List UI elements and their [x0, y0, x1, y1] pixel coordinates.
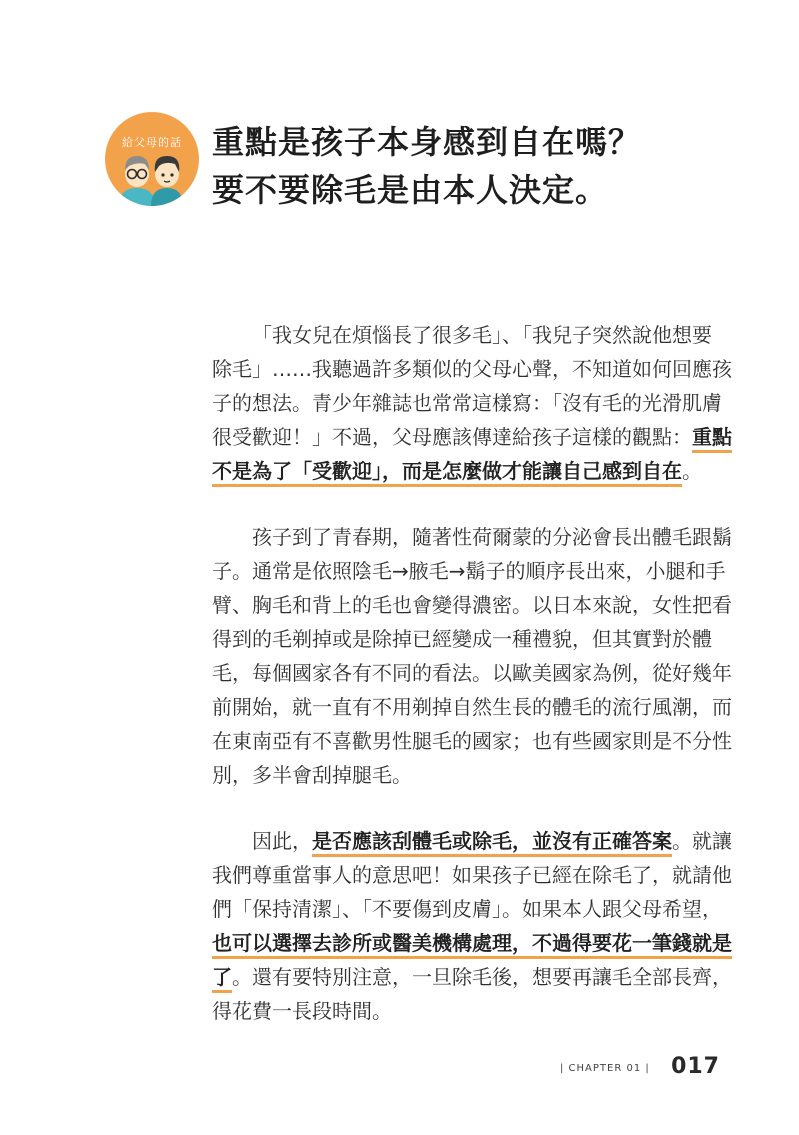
highlighted-text: 了: [212, 965, 232, 993]
text-line: [212, 994, 732, 1028]
text-line: [212, 588, 732, 622]
body-text: 毛，每個國家各有不同的看法。以歐美國家為例，從好幾年: [212, 661, 732, 685]
body-text: 我們尊重當事人的意思吧！如果孩子已經在除毛了，就請他: [212, 863, 732, 887]
text-line: [212, 892, 732, 926]
text-line: [212, 318, 732, 352]
body-text: 很受歡迎！」不過，父母應該傳達給孩子這樣的觀點：: [212, 425, 692, 449]
body-text: 在東南亞有不喜歡男性腿毛的國家；也有些國家則是不分性: [212, 729, 732, 753]
body-text: 「我女兒在煩惱長了很多毛」、「我兒子突然說他想要: [252, 323, 712, 347]
text-line: [212, 454, 732, 488]
text-line: [212, 520, 732, 554]
text-line: [212, 960, 732, 994]
highlighted-text: 也可以選擇去診所或醫美機構處理，不過得要花一筆錢就是: [212, 931, 732, 959]
badge-label: 給父母的話: [122, 136, 182, 149]
body-text: 們「保持清潔」、「不要傷到皮膚」。如果本人跟父母希望，: [212, 897, 722, 921]
highlighted-text: 重點: [692, 425, 732, 453]
page-title: [212, 118, 772, 214]
text-line: [212, 690, 732, 724]
text-line: [212, 622, 732, 656]
text-line: [212, 926, 732, 960]
text-line: [212, 724, 732, 758]
article-body: [212, 318, 732, 1028]
paragraph: [212, 520, 732, 792]
page-footer: [560, 1054, 720, 1084]
body-text: 得花費一長段時間。: [212, 999, 392, 1023]
text-line: [212, 758, 732, 792]
parents-illustration-icon: [105, 112, 199, 206]
page-number: 017: [671, 1054, 720, 1079]
text-line: [212, 656, 732, 690]
paragraph: [212, 824, 732, 1028]
title-line-2: 要不要除毛是由本人決定。: [212, 171, 609, 209]
body-text: 孩子到了青春期，隨著性荷爾蒙的分泌會長出體毛跟鬍: [252, 525, 732, 549]
body-text: 除毛」……我聽過許多類似的父母心聲，不知道如何回應孩: [212, 357, 732, 381]
body-text: 。就讓: [672, 829, 732, 853]
body-text: 子。通常是依照陰毛→腋毛→鬍子的順序長出來，小腿和手: [212, 559, 726, 583]
paragraph-gap: [212, 792, 732, 824]
text-line: [212, 386, 732, 420]
chapter-label: | CHAPTER 01 |: [560, 1063, 650, 1074]
text-line: [212, 352, 732, 386]
body-text: 因此，: [252, 829, 312, 853]
highlighted-text: 不是為了「受歡迎」，而是怎麼做才能讓自己感到自在: [212, 459, 682, 487]
body-text: 別，多半會刮掉腿毛。: [212, 763, 412, 787]
text-line: [212, 858, 732, 892]
section-badge: [105, 112, 199, 206]
body-text: 前開始，就一直有不用剃掉自然生長的體毛的流行風潮，而: [212, 695, 732, 719]
text-line: [212, 824, 732, 858]
paragraph-gap: [212, 488, 732, 520]
highlighted-text: 是否應該刮體毛或除毛，並沒有正確答案: [312, 829, 672, 857]
paragraph: [212, 318, 732, 488]
body-text: 。還有要特別注意，一旦除毛後，想要再讓毛全部長齊，: [232, 965, 732, 989]
text-line: [212, 554, 732, 588]
text-line: [212, 420, 732, 454]
body-text: 得到的毛剃掉或是除掉已經變成一種禮貌，但其實對於體: [212, 627, 712, 651]
title-line-1: 重點是孩子本身感到自在嗎？: [212, 123, 642, 161]
body-text: 臂、胸毛和背上的毛也會變得濃密。以日本來說，女性把看: [212, 593, 732, 617]
body-text: 。: [682, 459, 702, 483]
body-text: 子的想法。青少年雜誌也常常這樣寫：「沒有毛的光滑肌膚: [212, 391, 722, 415]
